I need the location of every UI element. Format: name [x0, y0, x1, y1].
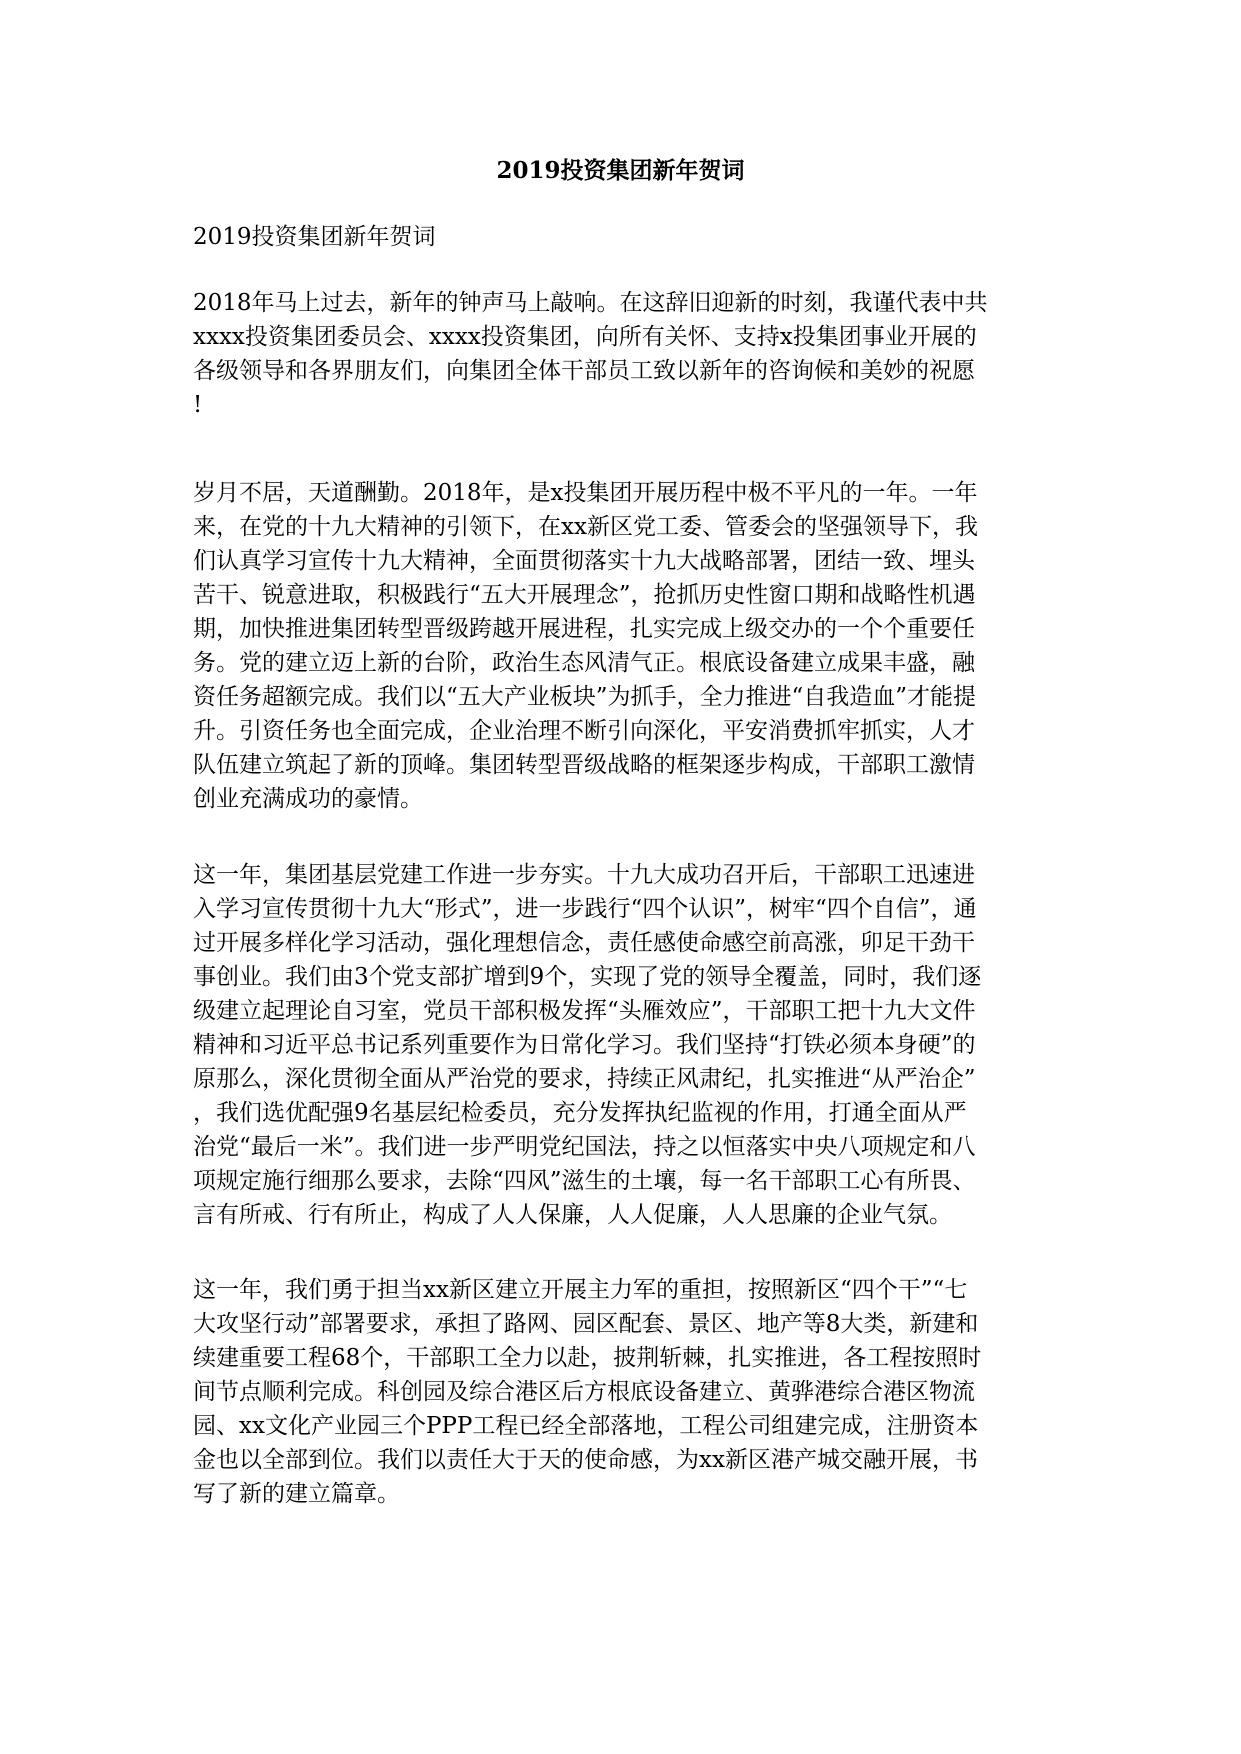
text-line: 创业充满成功的豪情。 — [193, 786, 423, 812]
text-line: 精神和习近平总书记系列重要作为日常化学习。我们坚持“打铁必须本身硬”的 — [193, 1032, 976, 1058]
text-line: 这一年，集团基层党建工作进一步夯实。十九大成功召开后，干部职工迅速进 — [193, 862, 975, 888]
text-line: 项规定施行细那么要求，去除“四风”滋生的土壤，每一名干部职工心有所畏、 — [193, 1168, 976, 1194]
text-line: 务。党的建立迈上新的台阶，政治生态风清气正。根底设备建立成果丰盛，融 — [193, 650, 975, 676]
text-line: ! — [193, 392, 203, 418]
text-line: 升。引资任务也全面完成，企业治理不断引向深化，平安消费抓牢抓实，人才 — [193, 718, 975, 744]
text-line: 间节点顺利完成。科创园及综合港区后方根底设备建立、黄骅港综合港区物流 — [193, 1379, 975, 1405]
text-line: 们认真学习宣传十九大精神，全面贯彻落实十九大战略部署，团结一致、埋头 — [193, 548, 975, 574]
text-line: 苦干、锐意进取，积极践行“五大开展理念”，抢抓历史性窗口期和战略性机遇 — [193, 582, 976, 608]
paragraph-projects — [193, 1273, 1049, 1511]
text-line: 资任务超额完成。我们以“五大产业板块”为抓手，全力推进“自我造血”才能提 — [193, 684, 977, 710]
paragraph-party-building — [193, 858, 1049, 1232]
text-line: ，我们选优配强9名基层纪检委员，充分发挥执纪监视的作用，打通全面从严 — [193, 1100, 967, 1126]
text-line: 大攻坚行动”部署要求，承担了路网、园区配套、景区、地产等8大类，新建和 — [193, 1311, 979, 1337]
text-line: 过开展多样化学习活动，强化理想信念，责任感使命感空前高涨，卯足干劲干 — [193, 930, 975, 956]
document-title: 2019投资集团新年贺词 — [496, 157, 745, 184]
text-line: 来，在党的十九大精神的引领下，在xx新区党工委、管委会的坚强领导下，我 — [193, 514, 978, 540]
text-line: 队伍建立筑起了新的顶峰。集团转型晋级战略的框架逐步构成，干部职工激情 — [193, 752, 975, 778]
text-line: 2018年马上过去，新年的钟声马上敲响。在这辞旧迎新的时刻，我谨代表中共 — [193, 290, 988, 316]
text-line: 续建重要工程68个，干部职工全力以赴，披荆斩棘，扎实推进，各工程按照时 — [193, 1345, 982, 1371]
paragraph-greeting — [193, 286, 1049, 422]
text-line: 原那么，深化贯彻全面从严治党的要求，持续正风肃纪，扎实推进“从严治企” — [193, 1066, 976, 1092]
paragraph-year-review — [193, 476, 1049, 816]
text-line: 这一年，我们勇于担当xx新区建立开展主力军的重担，按照新区“四个干”“七 — [193, 1277, 968, 1303]
text-line: 金也以全部到位。我们以责任大于天的使命感，为xx新区港产城交融开展，书 — [193, 1447, 978, 1473]
text-line: 园、xx文化产业园三个PPP工程已经全部落地，工程公司组建完成，注册资本 — [193, 1413, 979, 1439]
text-line: 入学习宣传贯彻十九大“形式”，进一步践行“四个认识”，树牢“四个自信”，通 — [193, 896, 977, 922]
text-line: 写了新的建立篇章。 — [193, 1481, 400, 1507]
text-line: 岁月不居，天道酬勤。2018年，是x投集团开展历程中极不平凡的一年。一年 — [193, 480, 978, 506]
text-line: xxxx投资集团委员会、xxxx投资集团，向所有关怀、支持x投集团事业开展的 — [193, 324, 977, 350]
text-line: 级建立起理论自习室，党员干部积极发挥“头雁效应”，干部职工把十九大文件 — [193, 998, 976, 1024]
text-line: 期，加快推进集团转型晋级跨越开展进程，扎实完成上级交办的一个个重要任 — [193, 616, 975, 642]
text-line: 各级领导和各界朋友们，向集团全体干部员工致以新年的咨询候和美妙的祝愿 — [193, 358, 975, 384]
text-line: 言有所戒、行有所止，构成了人人保廉，人人促廉，人人思廉的企业气氛。 — [193, 1202, 952, 1228]
document-subtitle: 2019投资集团新年贺词 — [193, 224, 436, 250]
text-line: 治党“最后一米”。我们进一步严明党纪国法，持之以恒落实中央八项规定和八 — [193, 1134, 976, 1160]
text-line: 事创业。我们由3个党支部扩增到9个，实现了党的领导全覆盖，同时，我们逐 — [193, 964, 982, 990]
